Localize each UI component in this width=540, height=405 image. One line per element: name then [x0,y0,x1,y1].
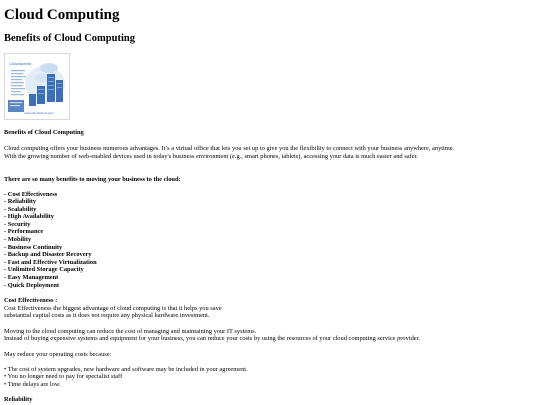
list-item: • Time delays are low. [4,380,61,388]
list-item: - Easy Management [4,274,59,282]
image-caption: www.cloudsprints.com [24,111,54,115]
reliability-heading: Reliability [4,395,33,403]
list-item: - Quick Deployment [4,281,60,289]
page-title: Cloud Computing [4,7,120,23]
cost-line-2: substantial capital costs as it does not require any physical hardware investment. [4,312,210,320]
list-item: • You no longer need to pay for specialist staff [4,373,123,381]
list-item: - Security [4,220,31,228]
move-line-2: Instead of buying expensive systems and equipment for your business, you can reduce your costs by using the resources of your cloud computing service provider. [4,335,421,343]
image-brand-text: Cloudsprints [9,61,32,66]
list-item: - Cost Effectiveness [4,190,58,198]
section-heading: Benefits of Cloud Computing [4,129,84,136]
reasons-list [4,366,248,389]
cloud-servers-illustration-icon [5,54,69,119]
move-line-1: Moving to the cloud computing can reduce the cost of managing and maintaining your IT systems. [4,327,257,335]
page-subtitle: Benefits of Cloud Computing [4,33,135,44]
list-item: - Mobility [4,236,32,244]
list-item: - Fast and Effective Virtualization [4,258,97,266]
list-item: - Backup and Disaster Recovery [4,251,92,259]
list-item: - Business Continuity [4,243,63,251]
list-item: - Reliability [4,198,37,206]
intro-line-1: Cloud computing offers your business numerous advantages. It’s a virtual office that lets you set up to give you the flexibility to connect with your business anywhere, anytime. [4,145,455,152]
list-item: - High Availability [4,213,54,221]
list-item: - Performance [4,228,44,236]
benefits-heading: There are so many benefits to moving your business to the cloud: [4,175,181,183]
reduce-costs-line: May reduce your operating costs because: [4,350,112,358]
list-item: - Unlimited Storage Capacity [4,266,84,274]
cost-heading: Cost Effectiveness : [4,297,58,304]
intro-line-2: With the growing number of web-enabled devices used in today's business environment (e.g., smart phones, tablets), accessing your data is much easier and safer. [4,152,418,160]
cost-line-1: Cost Effectiveness the biggest advantage of cloud computing is that it helps you save [4,304,222,312]
benefits-list [4,191,97,290]
cloud-computing-image [4,53,70,120]
list-item: - Scalability [4,205,37,213]
list-item: • The cost of system upgrades, new hardware and software may be included in your agreement. [4,365,248,373]
